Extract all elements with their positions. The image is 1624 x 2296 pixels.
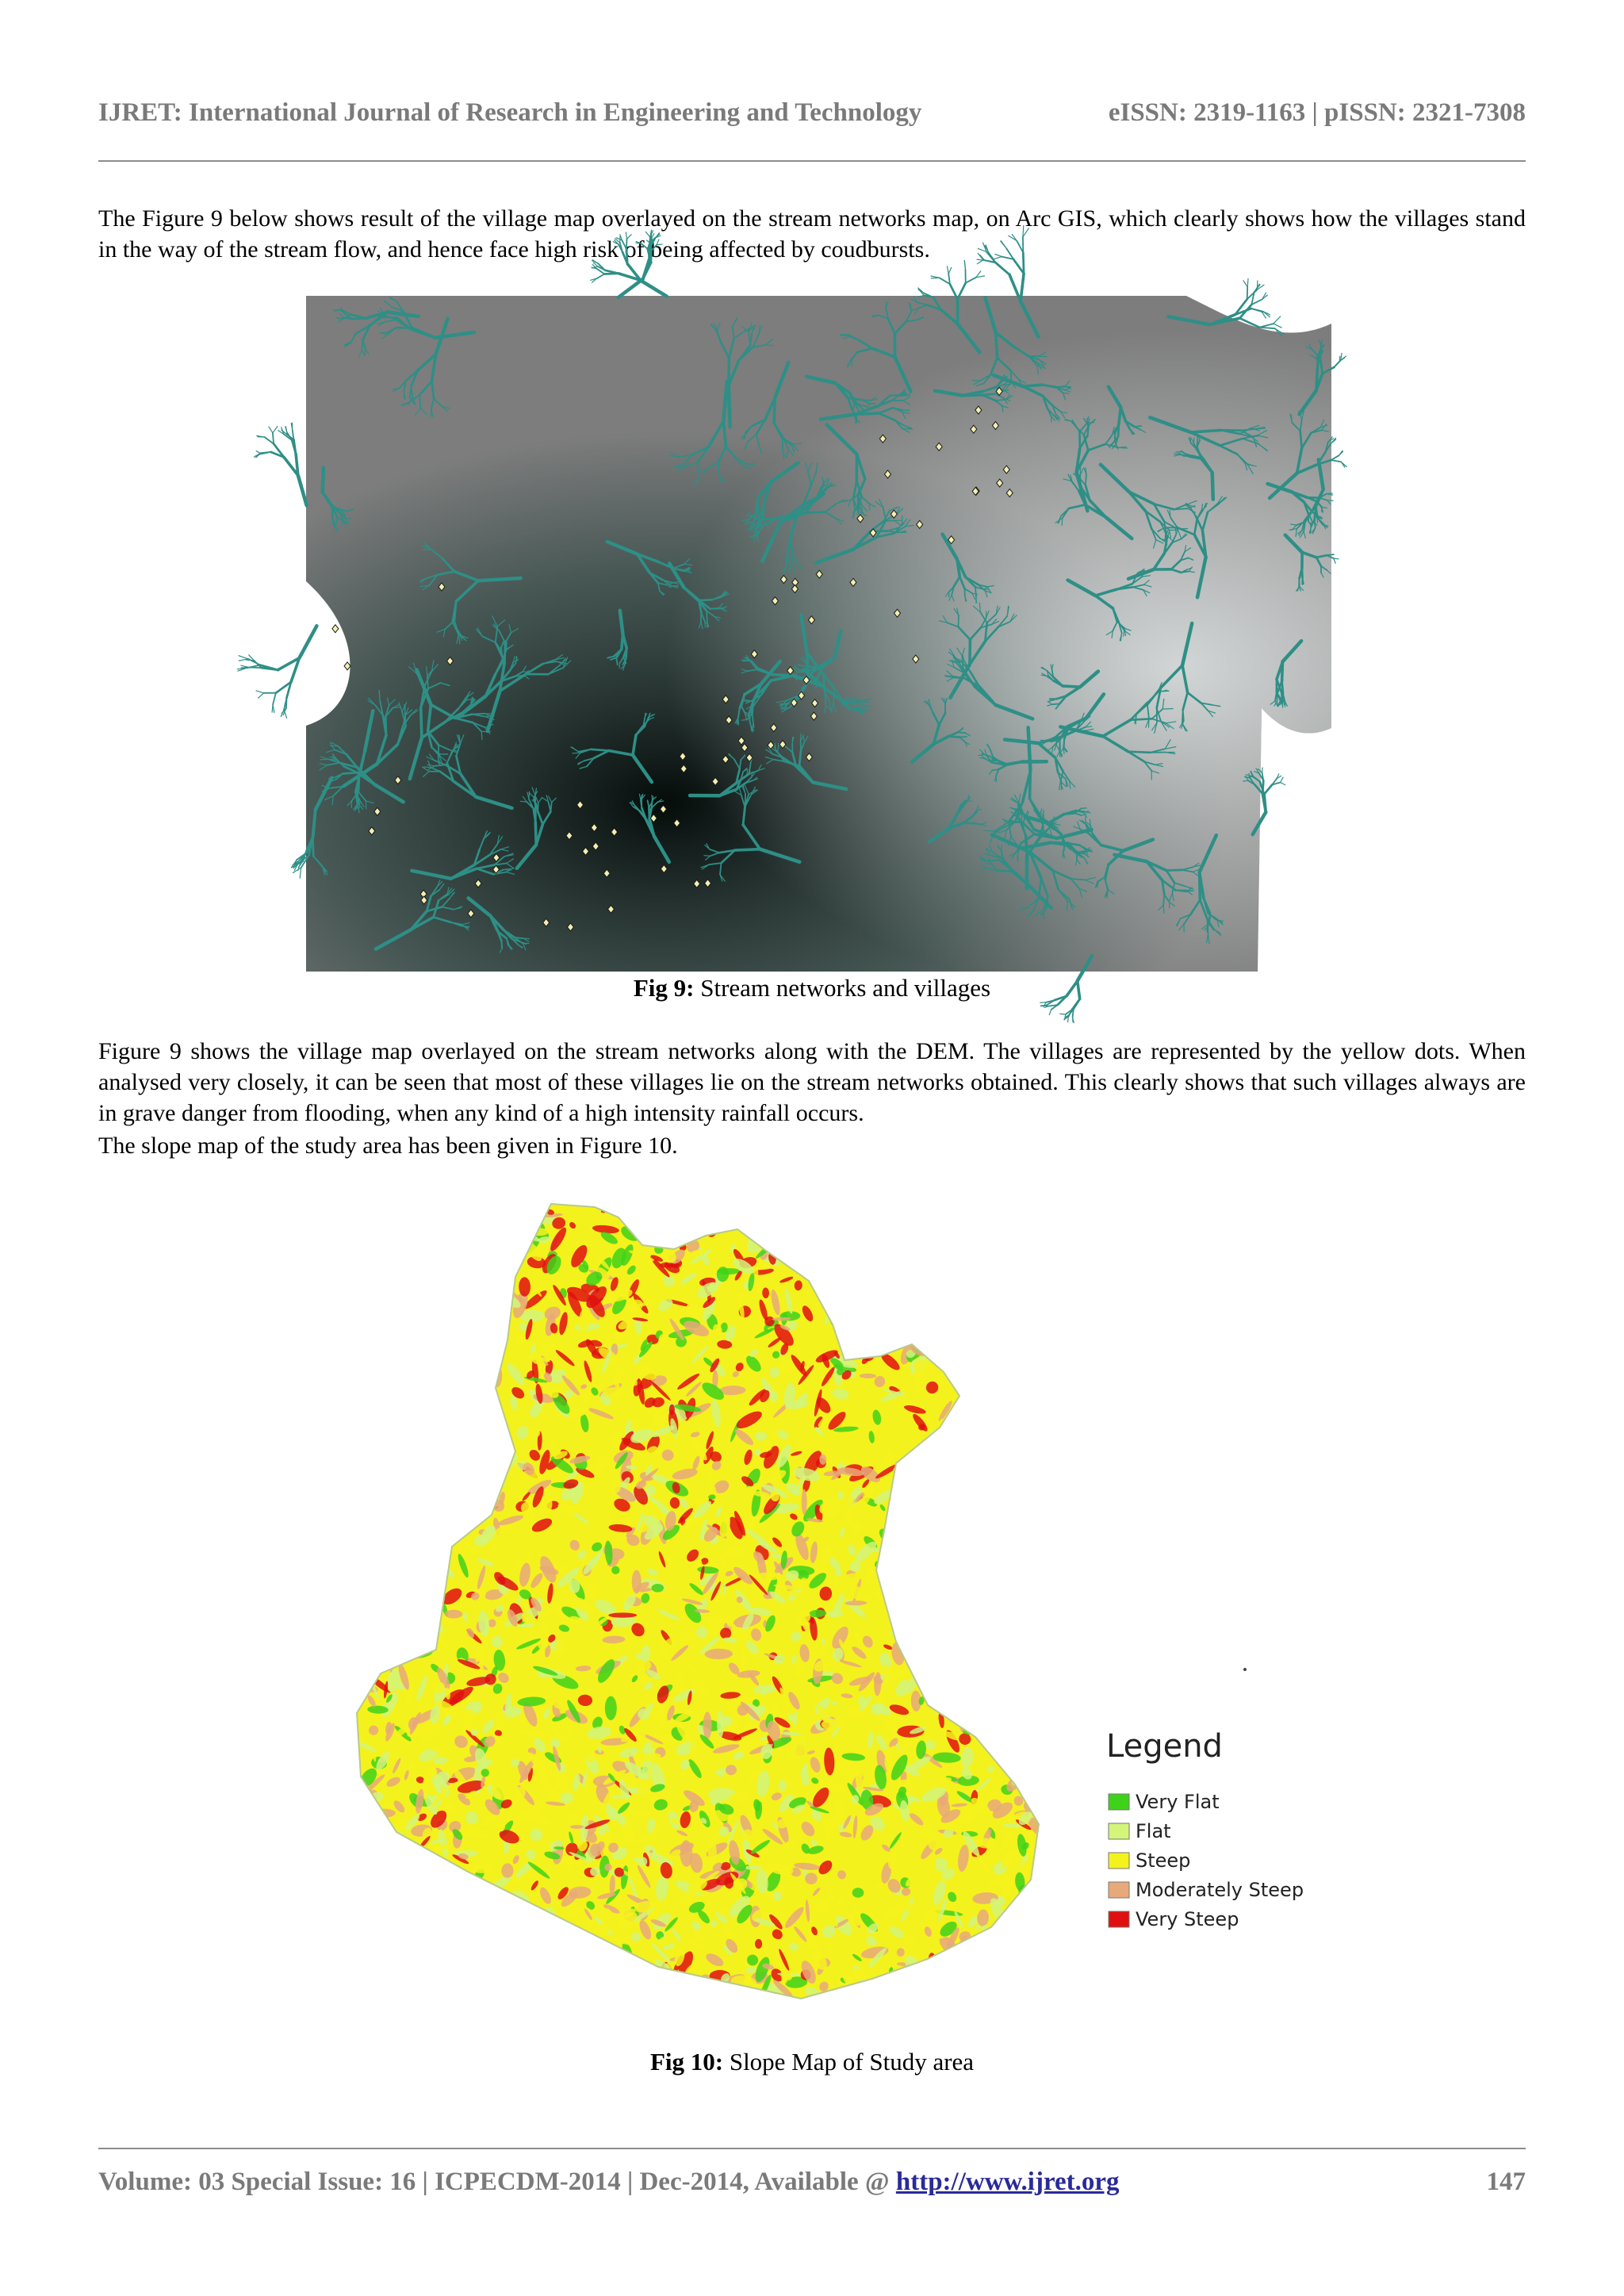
figure-10-slope-map [357, 1198, 1304, 2030]
intro-paragraph: The Figure 9 below shows result of the village map overlayed on the stream networks map, on Arc GIS, which clearly shows how the villages stand in the way of the stream flow, and hence face high risk of being affected by coudbursts. [98, 205, 1526, 263]
legend-label: Very Flat [1136, 1791, 1220, 1813]
figure-9-stream-network-map [306, 296, 1331, 972]
legend-swatch [1109, 1911, 1129, 1927]
figure-9-label: Fig 9: [633, 974, 695, 1002]
map-legend [1106, 1728, 1304, 1930]
legend-swatch [1109, 1882, 1129, 1898]
footer-volume [98, 2168, 1120, 2197]
legend-title: Legend [1106, 1728, 1223, 1765]
legend-label: Moderately Steep [1136, 1879, 1304, 1901]
figure-10-caption-text: Slope Map of Study area [723, 2048, 975, 2076]
page-number: 147 [1486, 2168, 1526, 2196]
legend-label: Steep [1136, 1849, 1191, 1872]
footer-volume-text: Volume: 03 Special Issue: 16 | ICPECDM-2014 | Dec-2014, Available @ [98, 2168, 896, 2196]
legend-label: Very Steep [1136, 1908, 1239, 1930]
figure-9-caption [98, 974, 1526, 1002]
legend-swatch [1109, 1794, 1129, 1810]
figure-9-caption-text: Stream networks and villages [694, 974, 991, 1002]
footer-rule [98, 2148, 1526, 2149]
legend-swatch [1109, 1853, 1129, 1869]
legend-swatch [1109, 1823, 1129, 1839]
page-footer [98, 2168, 1526, 2197]
journal-title: IJRET: International Journal of Research in Engineering and Technology [98, 98, 922, 127]
body-paragraph: Figure 9 shows the village map overlayed on the stream networks along with the DEM. The villages are represented by the yellow dots. When analysed very closely, it can be seen that most of these villages lie on the stream networks obtained. This clearly shows that such villages always are in grave danger from flooding, when any kind of a high intensity rainfall occurs. [98, 1038, 1526, 1126]
slope-intro-sentence: The slope map of the study area has been given in Figure 10. [98, 1133, 678, 1159]
figure-10-caption [98, 2048, 1526, 2076]
journal-link[interactable]: http://www.ijret.org [895, 2168, 1120, 2196]
issn-text: eISSN: 2319-1163 | pISSN: 2321-7308 [1108, 98, 1526, 127]
header-rule [98, 160, 1526, 162]
legend-label: Flat [1136, 1820, 1171, 1842]
figure-10-label: Fig 10: [649, 2048, 724, 2076]
page-header [98, 98, 1526, 128]
